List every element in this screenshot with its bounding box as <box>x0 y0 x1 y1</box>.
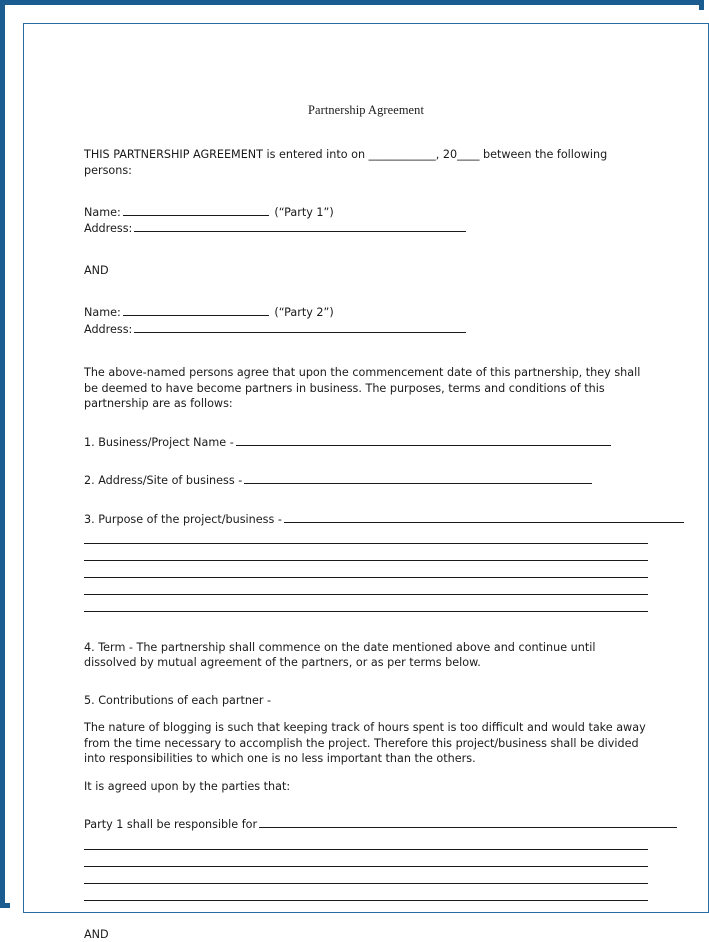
party1-responsibility-row <box>84 816 648 832</box>
clause-3 <box>84 511 648 612</box>
party2-name-suffix: (“Party 2”) <box>274 306 334 320</box>
and-separator-1: AND <box>84 263 109 277</box>
party2-name-field[interactable] <box>123 304 269 316</box>
clause-3-blank-line[interactable] <box>84 583 648 595</box>
party1-responsibility-block <box>84 816 648 900</box>
party2-address-label: Address: <box>84 322 133 336</box>
clause-3-label: 3. Purpose of the project/business - <box>84 512 282 526</box>
clause-3-blank-line[interactable] <box>84 600 648 612</box>
page-border-inner <box>10 10 704 941</box>
party2-name-label: Name: <box>84 306 121 320</box>
document-page <box>23 23 709 941</box>
party1-address-field[interactable] <box>134 220 466 232</box>
agreement-paragraph: The above-named persons agree that upon the commencement date of this partnership, they shall be deemed to have become partners in business. The purposes, terms and conditions of this partnership are as follows: <box>84 366 641 411</box>
party1-responsibility-blank-line[interactable] <box>84 855 648 867</box>
party1-name-suffix: (“Party 1”) <box>274 206 334 220</box>
party2-address-field[interactable] <box>134 321 466 333</box>
party1-name-field[interactable] <box>123 204 269 216</box>
clause-3-blank-line[interactable] <box>84 566 648 578</box>
clause-3-blank-line[interactable] <box>84 549 648 561</box>
party1-responsibility-blank-line[interactable] <box>84 838 648 850</box>
and-separator-2: AND <box>84 927 109 941</box>
clause-2 <box>84 472 648 488</box>
party1-address-row <box>84 220 648 236</box>
page-title: Partnership Agreement <box>308 103 424 117</box>
clause-5-label: 5. Contributions of each partner - <box>84 693 272 707</box>
agreed-line: It is agreed upon by the parties that: <box>84 779 291 793</box>
clause-4: 4. Term - The partnership shall commence on the date mentioned above and continue until dissolved by mutual agreement of the partners, or as per terms below. <box>84 641 596 670</box>
clause-3-first-row <box>84 511 648 527</box>
clause-3-field[interactable] <box>284 511 684 523</box>
party1-block <box>84 204 648 237</box>
document-body <box>24 24 708 941</box>
clause-1-label: 1. Business/Project Name - <box>84 435 234 449</box>
party1-responsibility-field[interactable] <box>259 816 677 828</box>
party1-name-row <box>84 204 648 220</box>
party1-address-label: Address: <box>84 222 133 236</box>
clause-1-field[interactable] <box>236 434 611 446</box>
clause-2-label: 2. Address/Site of business - <box>84 474 243 488</box>
clause-1 <box>84 434 648 450</box>
party1-responsibility-blank-line[interactable] <box>84 872 648 884</box>
party2-address-row <box>84 321 648 337</box>
clause-5-body: The nature of blogging is such that keeping track of hours spent is too difficult and would take away from the time necessary to accomplish the project. Therefore this project/business shall be divided into responsibilities to which one is no less important than the others. <box>84 721 646 766</box>
intro-paragraph: THIS PARTNERSHIP AGREEMENT is entered into on ____________, 20____ between the following persons: <box>84 148 608 177</box>
party1-responsibility-blank-line[interactable] <box>84 889 648 901</box>
clause-3-blank-line[interactable] <box>84 532 648 544</box>
party1-name-label: Name: <box>84 206 121 220</box>
party1-responsibility-label: Party 1 shall be responsible for <box>84 818 258 832</box>
party2-block <box>84 304 648 337</box>
clause-2-field[interactable] <box>244 472 592 484</box>
party2-name-row <box>84 304 648 320</box>
